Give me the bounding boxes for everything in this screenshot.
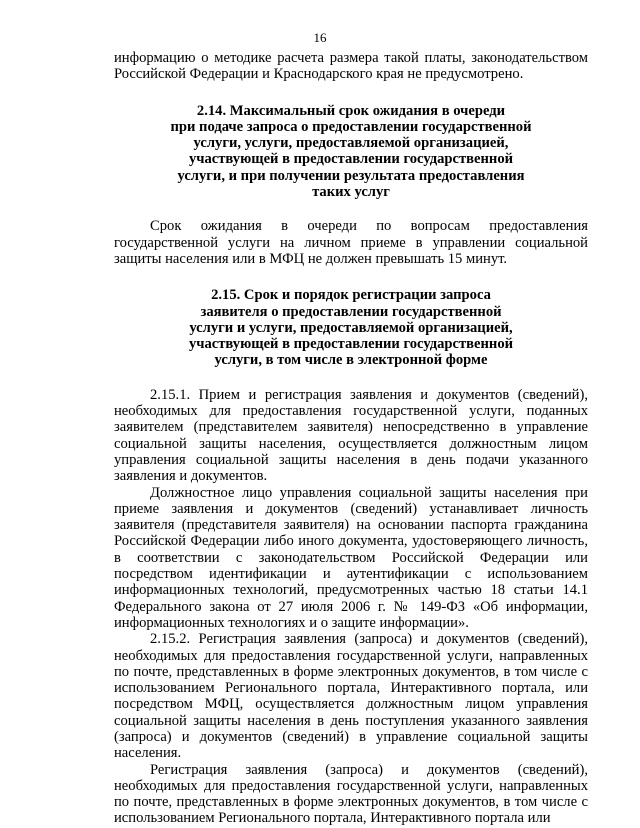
heading-line: участвующей в предоставлении государственной — [188, 336, 514, 353]
paragraph: 2.15.2. Регистрация заявления (запроса) и документов (сведений), необходимых для предоставления государственной услуги, направленных по почте, представленных в форме электронных документов, в том числе с использованием Регионального портала, Интерактивного портала, или посредством МФЦ, осуществляется должностным лицом управления социальной защиты населения в день поступления указанного заявления (запроса) и документов (сведений) в управление социальной защиты населения. — [114, 631, 588, 762]
paragraph: Должностное лицо управления социальной защиты населения при приеме заявления и документов (сведений) устанавливает личность заявителя (представителя заявителя) на основании паспорта гражданина Российской Федерации либо иного документа, удостоверяющего личность, в соответствии с законодательством Российской Федерации или посредством идентификации и аутентификации с использованием информационных технологий, предусмотренных частью 18 статьи 14.1 Федерального закона от 27 июля 2006 г. № 149-ФЗ «Об информации, информационных технологиях и о защите информации». — [114, 484, 588, 631]
heading-line: 2.15. Срок и порядок регистрации запроса — [211, 287, 491, 304]
paragraph: Срок ожидания в очереди по вопросам предоставления государственной услуги на личном приеме в управлении социальной защиты населения или в МФЦ не должен превышать 15 минут. — [114, 218, 588, 267]
heading-line: таких услуг — [312, 184, 390, 201]
heading-line: 2.14. Максимальный срок ожидания в очереди — [196, 102, 506, 119]
paragraph: Регистрация заявления (запроса) и документов (сведений), необходимых для предоставления государственной услуги, направленных по почте, представленных в форме электронных документов, в том числе с использованием Регионального портала, Интерактивного портала или — [114, 761, 588, 827]
heading-line: услуги и услуги, предоставляемой организацией, — [189, 319, 513, 336]
heading-line: участвующей в предоставлении государственной — [188, 151, 514, 168]
heading-line: услуги, в том числе в электронной форме — [214, 352, 488, 369]
heading-line: услуги, услуги, предоставляемой организацией, — [193, 135, 509, 152]
heading-line: заявителя о предоставлении государственной — [200, 303, 502, 320]
page-number: 16 — [313, 30, 327, 45]
paragraph: 2.15.1. Прием и регистрация заявления и документов (сведений), необходимых для предоставления государственной услуги, поданных заявителем (представителем заявителя) непосредственно в управление социальной защиты населения, осуществляется должностным лицом управления социальной защиты населения в день подачи указанного заявления и документов. — [114, 386, 588, 485]
section-heading-2-15 — [114, 287, 588, 368]
heading-line: при подаче запроса о предоставлении государственной — [170, 118, 532, 135]
paragraph: информацию о методике расчета размера такой платы, законодательством Российской Федерации и Краснодарского края не предусмотрено. — [114, 50, 588, 83]
section-heading-2-14 — [114, 103, 588, 201]
heading-line: услуги, и при получении результата предоставления — [177, 167, 525, 184]
document-body — [114, 50, 588, 827]
